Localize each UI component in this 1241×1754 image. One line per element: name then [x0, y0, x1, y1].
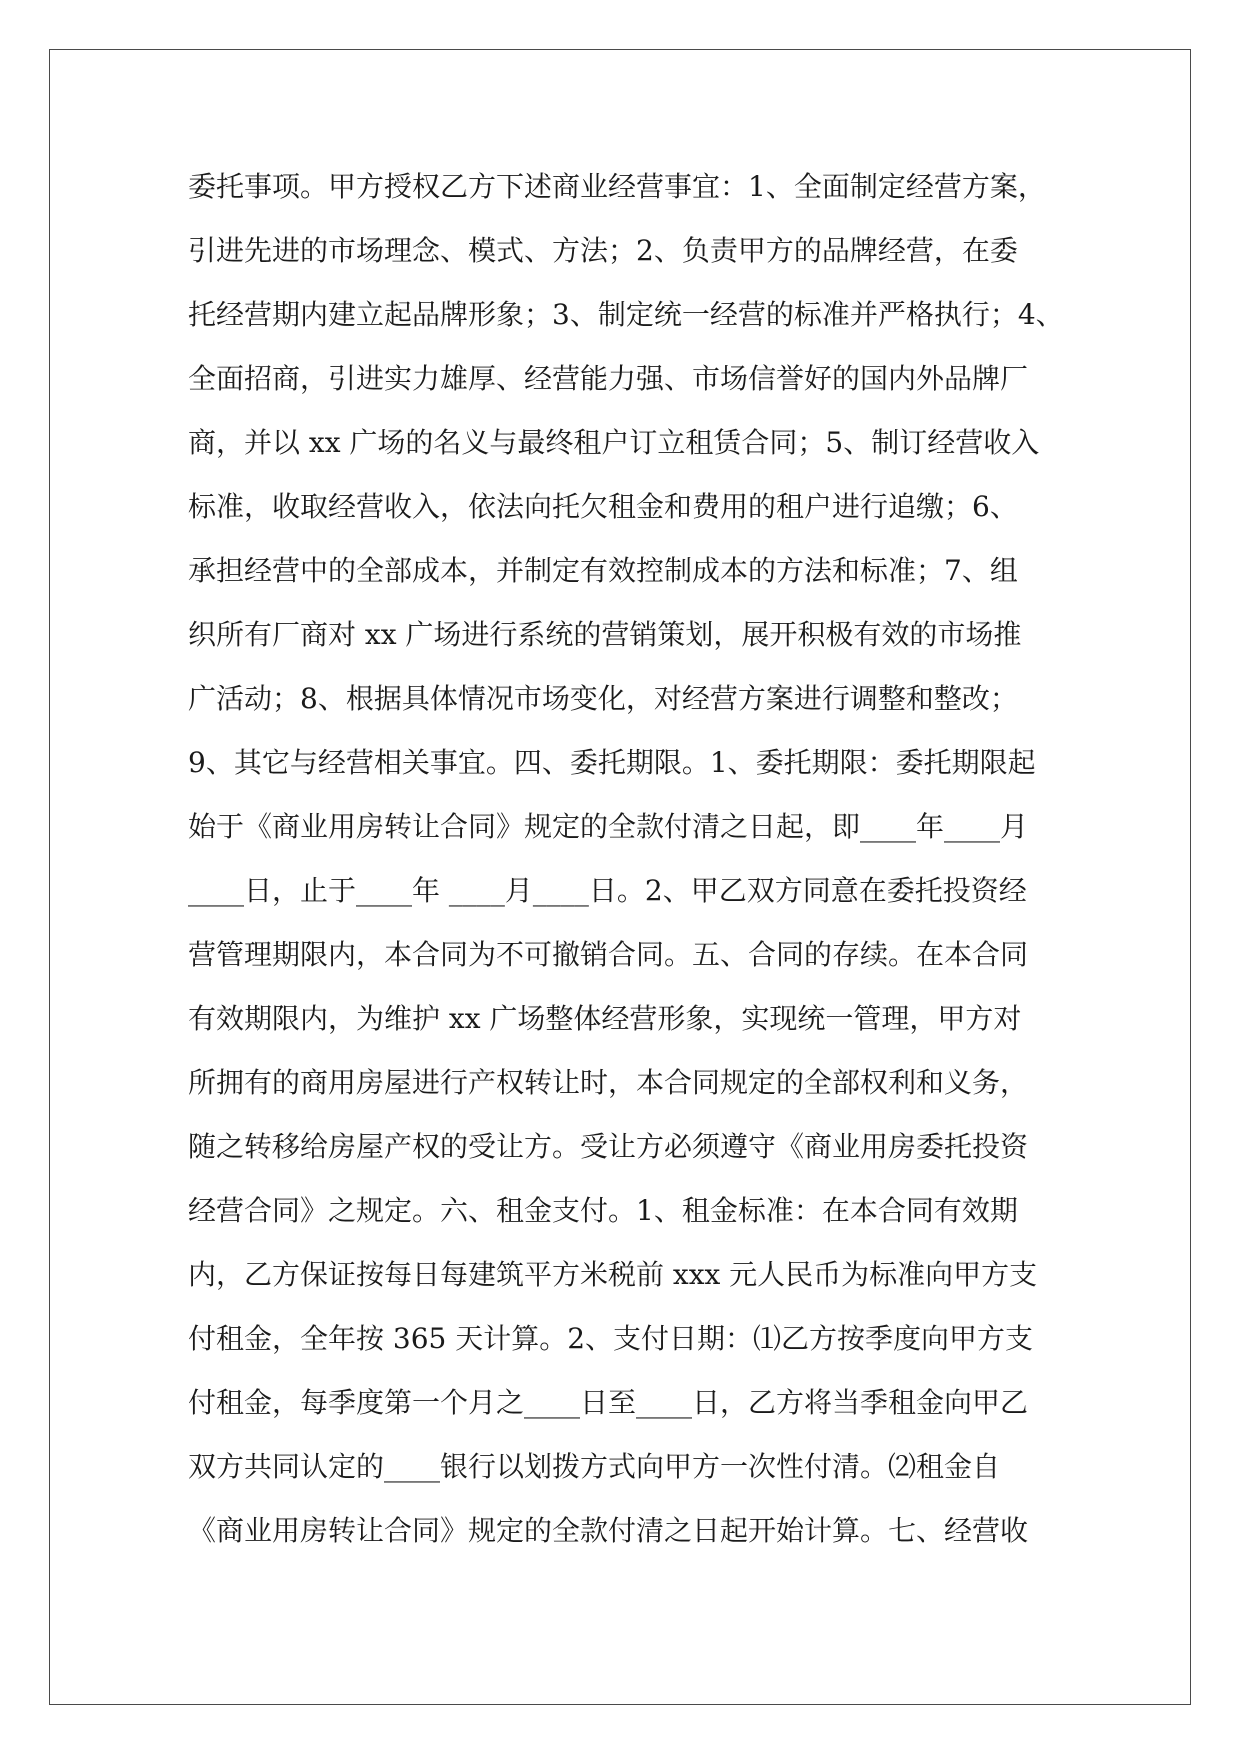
text-line-4: 全面招商，引进实力雄厚、经营能力强、市场信誉好的国内外品牌厂 [188, 362, 1029, 395]
text-line-15: 所拥有的商用房屋进行产权转让时，本合同规定的全部权利和义务， [188, 1066, 1029, 1099]
text-line-12: ____日，止于____年 ____月____日。2、甲乙双方同意在委托投资经 [188, 874, 1027, 907]
text-line-8: 织所有厂商对 xx 广场进行系统的营销策划，展开积极有效的市场推 [188, 618, 1022, 651]
text-line-7: 承担经营中的全部成本，并制定有效控制成本的方法和标准；7、组 [188, 554, 1018, 587]
text-line-21: 双方共同认定的____银行以划拨方式向甲方一次性付清。⑵租金自 [188, 1450, 1001, 1483]
text-line-10: 9、其它与经营相关事宜。四、委托期限。1、委托期限：委托期限起 [188, 746, 1036, 779]
text-line-17: 经营合同》之规定。六、租金支付。1、租金标准：在本合同有效期 [188, 1194, 1018, 1227]
text-line-16: 随之转移给房屋产权的受让方。受让方必须遵守《商业用房委托投资 [188, 1130, 1029, 1163]
text-line-14: 有效期限内，为维护 xx 广场整体经营形象，实现统一管理，甲方对 [188, 1002, 1022, 1035]
document-body [188, 155, 1068, 1563]
text-line-9: 广活动；8、根据具体情况市场变化，对经营方案进行调整和整改； [188, 682, 1018, 715]
text-line-22: 《商业用房转让合同》规定的全款付清之日起开始计算。七、经营收 [188, 1514, 1029, 1547]
text-line-6: 标准，收取经营收入，依法向托欠租金和费用的租户进行追缴；6、 [188, 490, 1018, 523]
text-line-5: 商，并以 xx 广场的名义与最终租户订立租赁合同；5、制订经营收入 [188, 426, 1040, 459]
text-line-11: 始于《商业用房转让合同》规定的全款付清之日起，即____年____月 [188, 810, 1029, 843]
text-line-1: 委托事项。甲方授权乙方下述商业经营事宜：1、全面制定经营方案， [188, 170, 1046, 203]
text-line-2: 引进先进的市场理念、模式、方法；2、负责甲方的品牌经营，在委 [188, 234, 1018, 267]
text-line-3: 托经营期内建立起品牌形象；3、制定统一经营的标准并严格执行；4、 [188, 298, 1064, 331]
text-line-20: 付租金，每季度第一个月之____日至____日，乙方将当季租金向甲乙 [188, 1386, 1029, 1419]
text-line-13: 营管理期限内，本合同为不可撤销合同。五、合同的存续。在本合同 [188, 938, 1029, 971]
text-line-19: 付租金，全年按 365 天计算。2、支付日期：⑴乙方按季度向甲方支 [188, 1322, 1034, 1355]
text-line-18: 内，乙方保证按每日每建筑平方米税前 xxx 元人民币为标准向甲方支 [188, 1258, 1038, 1291]
